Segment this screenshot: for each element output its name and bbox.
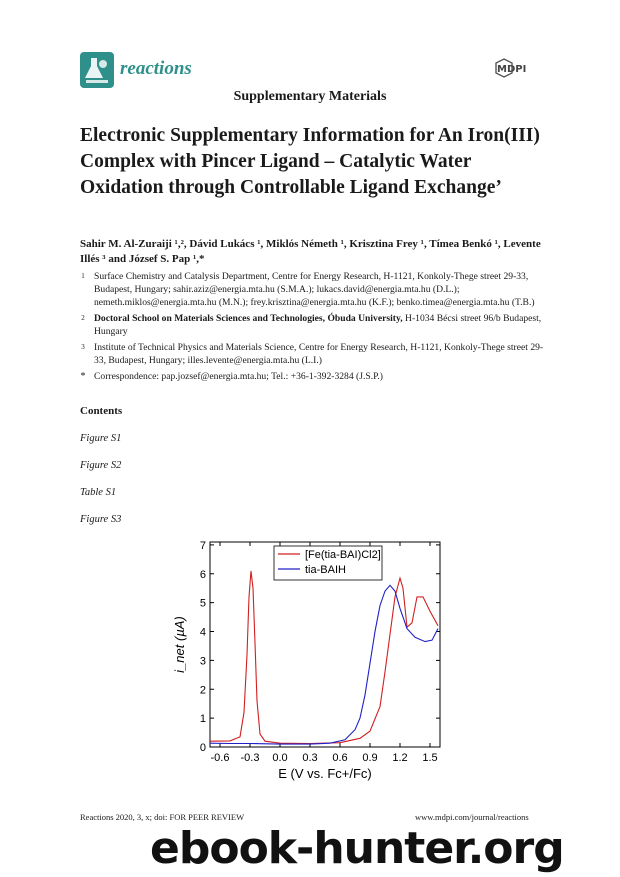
x-axis-label: E (V vs. Fc+/Fc)	[278, 766, 372, 781]
legend-label-2: tia-BAIH	[305, 564, 346, 576]
affiliation-marker: 3	[81, 343, 85, 351]
footer-url[interactable]: www.mdpi.com/journal/reactions	[415, 812, 529, 822]
x-tick-label: 0.6	[332, 752, 348, 764]
author-list: Sahir M. Al-Zuraiji ¹,², Dávid Lukács ¹, Miklós Németh ¹, Krisztina Frey ¹, Tímea Benkó ¹, Levente Illés ³ and József S. Pap ¹,*	[80, 238, 541, 265]
x-tick-label: 0.0	[272, 752, 288, 764]
legend-label-1: [Fe(tia-BAI)Cl2]	[305, 549, 381, 561]
supplementary-heading: Supplementary Materials	[233, 89, 387, 104]
affiliation-text: Correspondence: pap.jozsef@energia.mta.hu; Tel.: +36-1-392-3284 (J.S.P.)	[94, 371, 383, 382]
correspondence	[80, 370, 550, 383]
affiliation-text: Institute of Technical Physics and Materials Science, Centre for Energy Research, H-1121, Konkoly-Thege street 29-33, Budapest, Hungary; illes.levente@energia.mta.hu (L.I.)	[94, 342, 544, 366]
y-tick-label: 5	[199, 597, 206, 610]
contents-item-figure-s1[interactable]: Figure S1	[80, 433, 122, 444]
paper-title: Electronic Supplementary Information for An Iron(III) Complex with Pincer Ligand – Catalytic Water Oxidation through Controllable Ligand Exchange’	[80, 125, 540, 198]
affiliation-3	[81, 341, 550, 367]
affiliations	[80, 270, 550, 386]
affiliation-marker: 2	[81, 314, 85, 322]
y-tick-label: 0	[199, 742, 206, 754]
y-tick-label: 1	[199, 713, 206, 726]
x-tick-label: 1.2	[392, 752, 408, 764]
affiliation-marker: *	[80, 371, 86, 382]
y-tick-label: 4	[199, 626, 206, 639]
series-line-2	[210, 585, 438, 744]
y-tick-label: 3	[199, 655, 206, 668]
affiliation-text: Surface Chemistry and Catalysis Department, Centre for Energy Research, H-1121, Konkoly-Thege street 29-33, Budapest, Hungary; sahir.aziz@energia.mta.hu (S.M.A.); lukacs.david@energia.mta.hu (D.L.); nemeth.miklos@energia.mta.hu (M.N.); frey.krisztina@energia.mta.hu (K.F.); benko.timea@energia.mta.hu (T.B.)	[94, 271, 535, 308]
x-tick-label: -0.3	[240, 752, 260, 764]
x-tick-label: 1.5	[422, 752, 438, 764]
affiliation-bold-text: Doctoral School on Materials Sciences and Technologies, Óbuda University,	[94, 313, 403, 324]
contents-item-figure-s2[interactable]: Figure S2	[80, 460, 122, 471]
cyclic-voltammogram-chart	[172, 535, 450, 787]
journal-logo-icon	[80, 52, 114, 88]
y-tick-label: 6	[199, 568, 206, 581]
series-line-1	[210, 571, 438, 744]
publisher-logo	[494, 58, 540, 78]
affiliation-2	[81, 312, 550, 338]
contents-item-table-s1[interactable]: Table S1	[80, 487, 117, 498]
x-tick-label: 0.3	[302, 752, 318, 764]
x-tick-label: 0.9	[362, 752, 378, 764]
affiliation-text: H-1034 Bécsi street 96/b Budapest, Hungary	[94, 313, 542, 337]
watermark: ebook-hunter.org	[150, 823, 564, 874]
publisher-name: MDPI	[497, 64, 527, 75]
footer-citation: Reactions 2020, 3, x; doi: FOR PEER REVIEW	[80, 812, 245, 822]
x-tick-label: -0.6	[210, 752, 230, 764]
y-tick-label: 2	[199, 684, 206, 697]
contents-heading: Contents	[80, 405, 123, 417]
contents-item-figure-s3[interactable]: Figure S3	[80, 514, 122, 525]
affiliation-1	[81, 270, 550, 309]
affiliation-marker: 1	[81, 272, 85, 280]
journal-name: reactions	[120, 58, 192, 79]
y-tick-label: 7	[199, 539, 206, 552]
y-axis-label: i_net (µA)	[172, 616, 187, 673]
